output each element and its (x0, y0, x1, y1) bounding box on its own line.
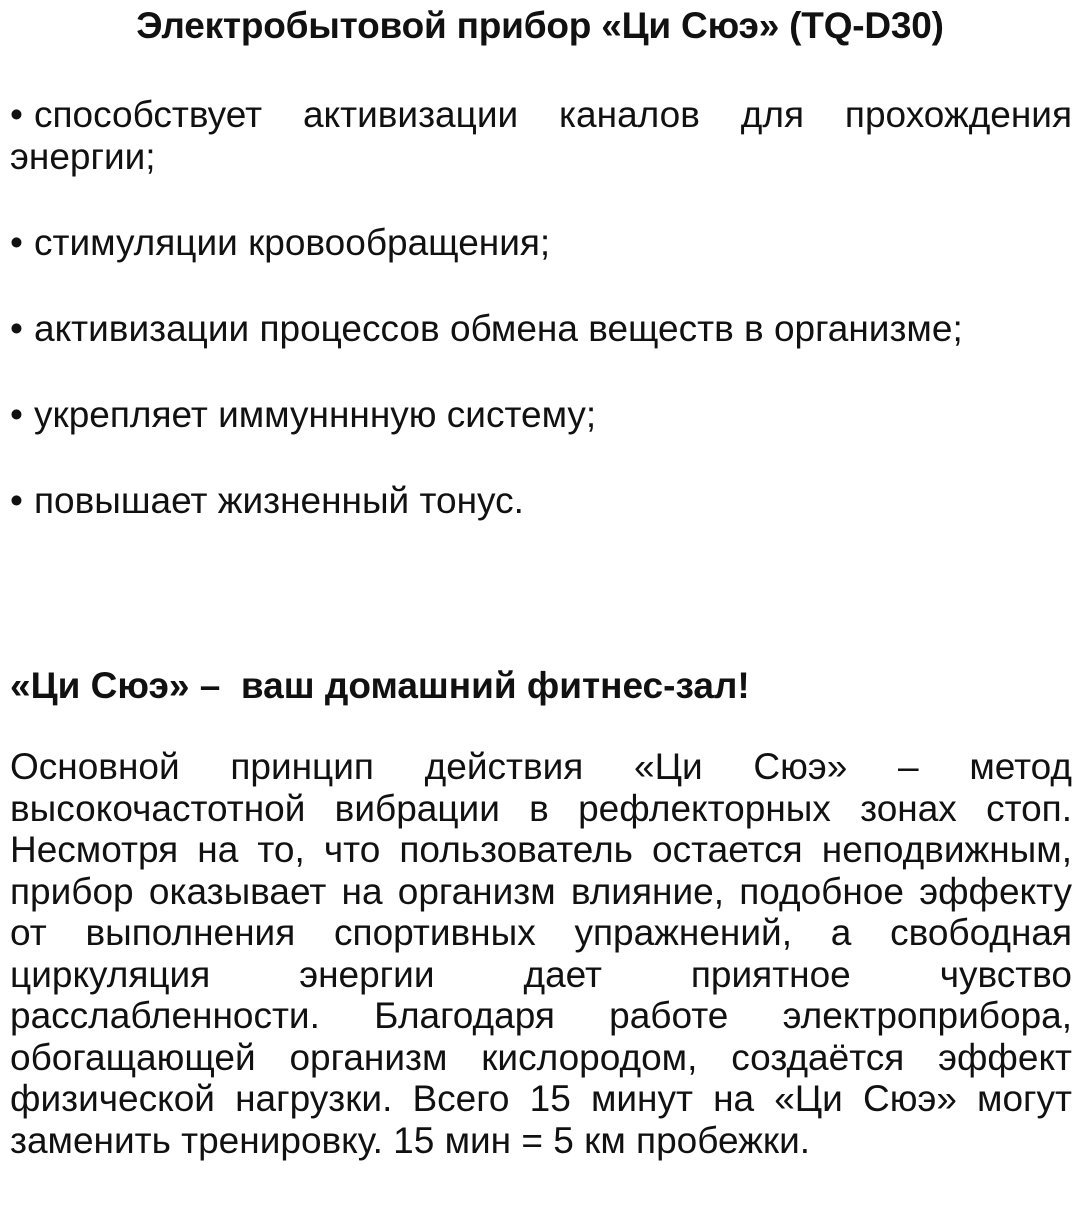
list-item (10, 480, 1072, 566)
list-item-text: стимуляции кровообращения; (34, 222, 551, 263)
benefits-list (10, 94, 1072, 566)
bullet-marker: • (10, 222, 23, 263)
list-item (10, 394, 1072, 480)
document-title: Электробытовой прибор «Ци Сюэ» (TQ-D30) (136, 5, 944, 46)
list-item (10, 308, 1072, 394)
list-item-text: повышает жизненный тонус. (34, 480, 524, 521)
list-item (10, 222, 1072, 308)
bullet-marker: • (10, 480, 23, 521)
description-paragraph: Основной принцип действия «Ци Сюэ» – метод высокочастотной вибрации в рефлекторных зонах стоп. Несмотря на то, что пользователь остается неподвижным, прибор оказывает на организм влияние, подобное эффекту от выполнения спортивных упражнений, а свободная циркуляция энергии дает приятное чувство расслабленности. Благодаря работе электроприбора, обогащающей организм кислородом, создаётся эффект физической нагрузки. Всего 15 минут на «Ци Сюэ» могут заменить тренировку. 15 мин = 5 км пробежки. (10, 746, 1072, 1161)
list-item (10, 94, 1072, 220)
list-item-text: укрепляет иммунннную систему; (34, 394, 597, 435)
bullet-marker: • (10, 94, 23, 135)
section-heading: «Ци Сюэ» – ваш домашний фитнес-зал! (10, 665, 750, 706)
list-item-text: активизации процессов обмена веществ в организме; (34, 308, 963, 349)
bullet-marker: • (10, 308, 23, 349)
list-item-text: способствует активизации каналов для прохождения энергии; (10, 94, 1072, 177)
bullet-marker: • (10, 394, 23, 435)
